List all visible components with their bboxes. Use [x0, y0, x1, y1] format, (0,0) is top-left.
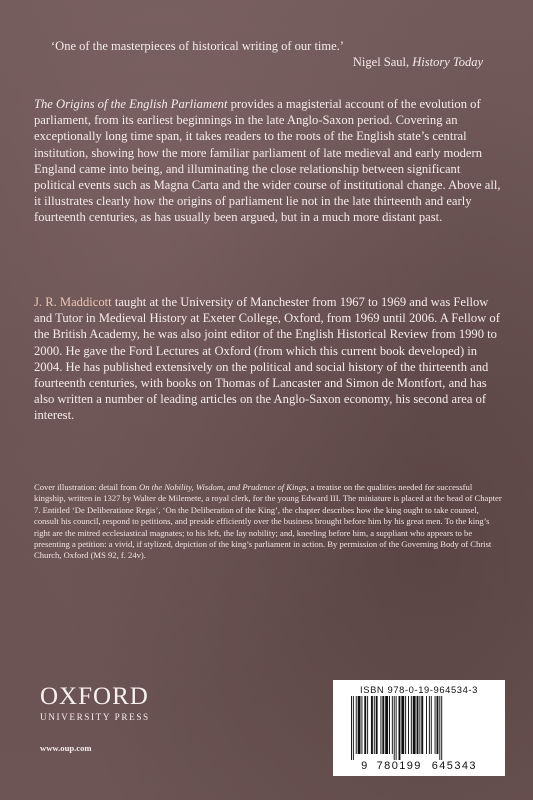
barcode-bar — [421, 696, 423, 754]
publisher-website: www.oup.com — [40, 743, 92, 753]
author-bio — [34, 294, 504, 424]
caption-lead: Cover illustration: detail from — [34, 482, 140, 492]
caption-body: , a treatise on the qualities needed for successful kingship, written in 1327 by Walter de Milemete, a royal clerk, for the young Edward III. The miniature is placed at the head of Chapter 7. Entitled ‘De Deliberatione Regis’, ‘On the Deliberation of the King’, the chapter describes how the king ought to take counsel, consult his council, respond to petitions, and preside efficiently over the business brought before him by his great men. To the king’s right are the mitred ecclesiastical magnates; to his left, the lay nobility; and, kneeling before him, a suppliant who appears to be presenting a petition: a vivid, if stylized, depiction of the king’s parliament in action. By permission of the Governing Body of Christ Church, Oxford (MS 92, f. 24v). — [34, 482, 502, 561]
barcode-bar — [353, 696, 354, 760]
bio-body: taught at the University of Manchester from 1967 to 1969 and was Fellow and Tutor in Medieval History at Exeter College, Oxford, from 1969 until 2006. A Fellow of the British Academy, he was also joint editor of the English Historical Review from 1990 to 2000. He gave the Ford Lectures at Oxford (from which this current book developed) in 2004. He has published extensively on the political and social history of the thirteenth and fourteenth centuries, with books on Thomas of Lancaster and Simon de Montfort, and has also written a number of leading articles on the Anglo-Saxon economy, his second area of interest. — [34, 295, 500, 423]
barcode-bar — [411, 696, 412, 754]
barcode-bar — [405, 696, 406, 754]
barcode-bar — [364, 696, 366, 754]
cover-illustration-caption — [34, 482, 502, 562]
isbn-label: ISBN 978-0-19-964534-3 — [360, 684, 478, 695]
barcode-bar — [361, 696, 362, 754]
barcode-bar — [419, 696, 420, 754]
barcode-bar — [380, 696, 381, 754]
barcode-bar — [394, 696, 395, 760]
barcode-bar — [382, 696, 384, 754]
quote-source: History Today — [412, 55, 483, 69]
quote-author: Nigel Saul, — [352, 55, 413, 69]
barcode-bar — [408, 696, 409, 754]
publisher-logo — [40, 684, 190, 722]
book-title: The Origins of the English Parliament — [34, 97, 228, 111]
barcode-bar — [431, 696, 432, 754]
barcode-bar — [439, 696, 440, 760]
barcode-bar — [417, 696, 419, 754]
barcode-bar — [371, 696, 373, 754]
barcode-bar — [426, 696, 427, 754]
barcode-bar — [356, 696, 357, 754]
book-description — [34, 96, 504, 226]
barcode-bar — [351, 696, 352, 760]
barcode-bar — [392, 696, 393, 754]
barcode-group-2: 645343 — [431, 760, 477, 772]
quote-text: ‘One of the masterpieces of historical writing of our time.’ — [51, 39, 344, 53]
author-name: J. R. Maddicott — [34, 295, 112, 309]
barcode-bar — [429, 696, 430, 754]
barcode-number — [335, 760, 503, 772]
barcode-bar — [413, 696, 416, 754]
barcode-bar — [358, 696, 361, 754]
barcode-bar — [389, 696, 390, 754]
barcode-group-1: 780199 — [376, 760, 422, 772]
barcode-bar — [437, 696, 439, 754]
barcode-bar — [376, 696, 378, 754]
barcode-bar — [399, 696, 401, 760]
publisher-name: OXFORD — [40, 683, 149, 710]
caption-work-title: On the Nobility, Wisdom, and Prudence of Kings — [139, 482, 307, 492]
barcode-bar — [367, 696, 368, 754]
description-body: provides a magisterial account of the evolution of parliament, from its earliest beginnings in the late Anglo-Saxon period. Covering an exceptionally long time span, it takes readers to the roots of the English state’s central institution, showing how the more familiar parliament of late medieval and early modern England came into being, and illuminating the close relationship between significant political events such as Magna Carta and the wider course of institutional change. Above all, it illustrates clearly how the origins of parliament lie not in the late thirteenth and early fourteenth centuries, as has usually been argued, but in a much more distant past. — [34, 97, 501, 225]
barcode-bar — [435, 696, 436, 754]
review-quote — [51, 38, 483, 70]
barcode-bars — [349, 696, 489, 760]
quote-attribution — [51, 54, 483, 70]
barcode-bar — [441, 696, 442, 760]
barcode-bar — [401, 696, 404, 754]
barcode-bar — [374, 696, 375, 754]
publisher-subtitle: UNIVERSITY PRESS — [40, 712, 150, 722]
barcode-bar — [385, 696, 388, 754]
barcode-lead-digit: 9 — [361, 760, 369, 772]
barcode-bar — [396, 696, 397, 760]
barcode-panel — [333, 680, 505, 776]
